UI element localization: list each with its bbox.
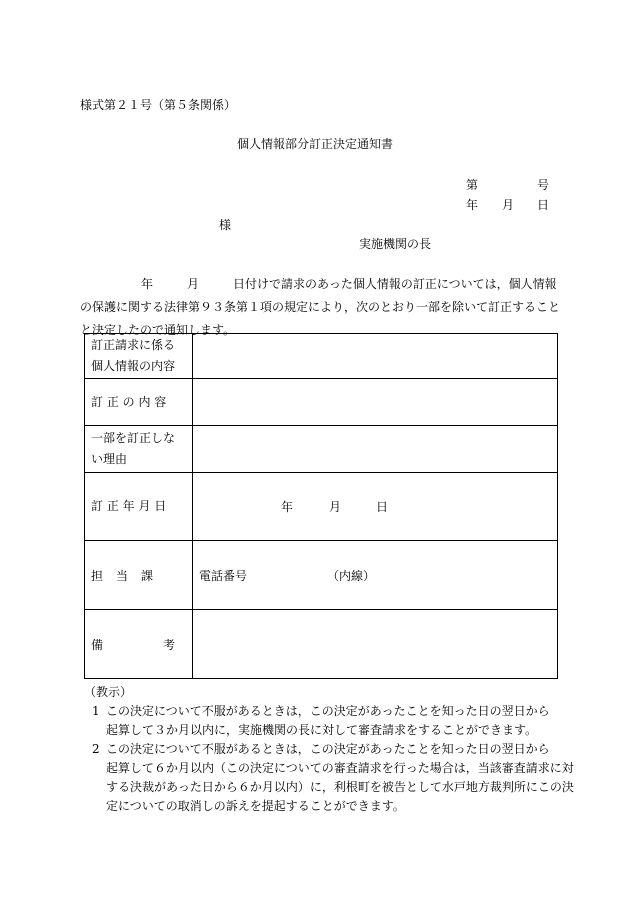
body-line3: と決定したので通知します。: [80, 323, 236, 337]
table-row-reason: [85, 426, 558, 473]
notes-heading: （教示）: [84, 685, 133, 699]
value-remarks[interactable]: [193, 610, 558, 679]
extension-label: （内線）: [327, 569, 376, 583]
label-request-content: 訂正請求に係る 個人情報の内容: [85, 334, 193, 379]
addressee-sama: 様: [219, 218, 232, 232]
label-partial-reason: 一部を訂正しな い理由: [85, 426, 193, 473]
table-row-section: [85, 541, 558, 610]
body-month: 月: [187, 277, 200, 291]
document-title: 個人情報部分訂正決定通知書: [237, 137, 394, 151]
body-line1-rest: 日付けで請求のあった個人情報の訂正については，個人情報: [233, 277, 557, 291]
label-section: 担 当 課: [85, 541, 193, 610]
note-number: 2: [92, 742, 100, 756]
value-section[interactable]: [193, 541, 558, 610]
phone-label: 電話番号: [199, 569, 248, 583]
value-partial-reason[interactable]: [193, 426, 558, 473]
label-correction-content: 訂 正 の 内 容: [85, 379, 193, 426]
value-correction-content[interactable]: [193, 379, 558, 426]
note-item-2: 2 この決定について不服があるときは，この決定があったことを知った日の翌日から 起算して６か月以内（この決定についての審査請求を行った場合は，当該審査請求に対 する決裁があった日から６か月以内）に，利根町を被告として水戸地方裁判所にこの決 定についての取消しの訴えを提起することができます。: [92, 742, 574, 813]
cd-year: 年: [281, 500, 294, 514]
date-year: 年: [466, 198, 479, 212]
doc-number-dai: 第: [466, 178, 479, 192]
table-row-date: [85, 473, 558, 541]
body-line2: の保護に関する法律第９３条第１項の規定により，次のとおり一部を除いて訂正すること: [80, 300, 561, 314]
cd-day: 日: [376, 500, 389, 514]
label-remarks: 備 考: [85, 610, 193, 679]
form-table: [84, 333, 558, 679]
form-number: 様式第２１号（第５条関係）: [80, 98, 237, 112]
value-request-content[interactable]: [193, 334, 558, 379]
date-month: 月: [502, 198, 515, 212]
table-row-remarks: [85, 610, 558, 679]
value-correction-date[interactable]: [193, 473, 558, 541]
note-number: 1: [92, 704, 100, 718]
body-paragraph: [80, 273, 561, 342]
date-day: 日: [537, 198, 550, 212]
note-item-1: 1 この決定について不服があるときは，この決定があったことを知った日の翌日から 起算して３か月以内に，実施機関の長に対して審査請求をすることができます。: [92, 704, 550, 737]
table-row-content: [85, 334, 558, 379]
doc-number-go: 号: [537, 178, 550, 192]
issuer: 実施機関の長: [359, 237, 432, 251]
instruction-notes: [84, 683, 574, 816]
body-year: 年: [141, 277, 154, 291]
table-row-correction: [85, 379, 558, 426]
label-correction-date: 訂 正 年 月 日: [85, 473, 193, 541]
cd-month: 月: [329, 500, 342, 514]
